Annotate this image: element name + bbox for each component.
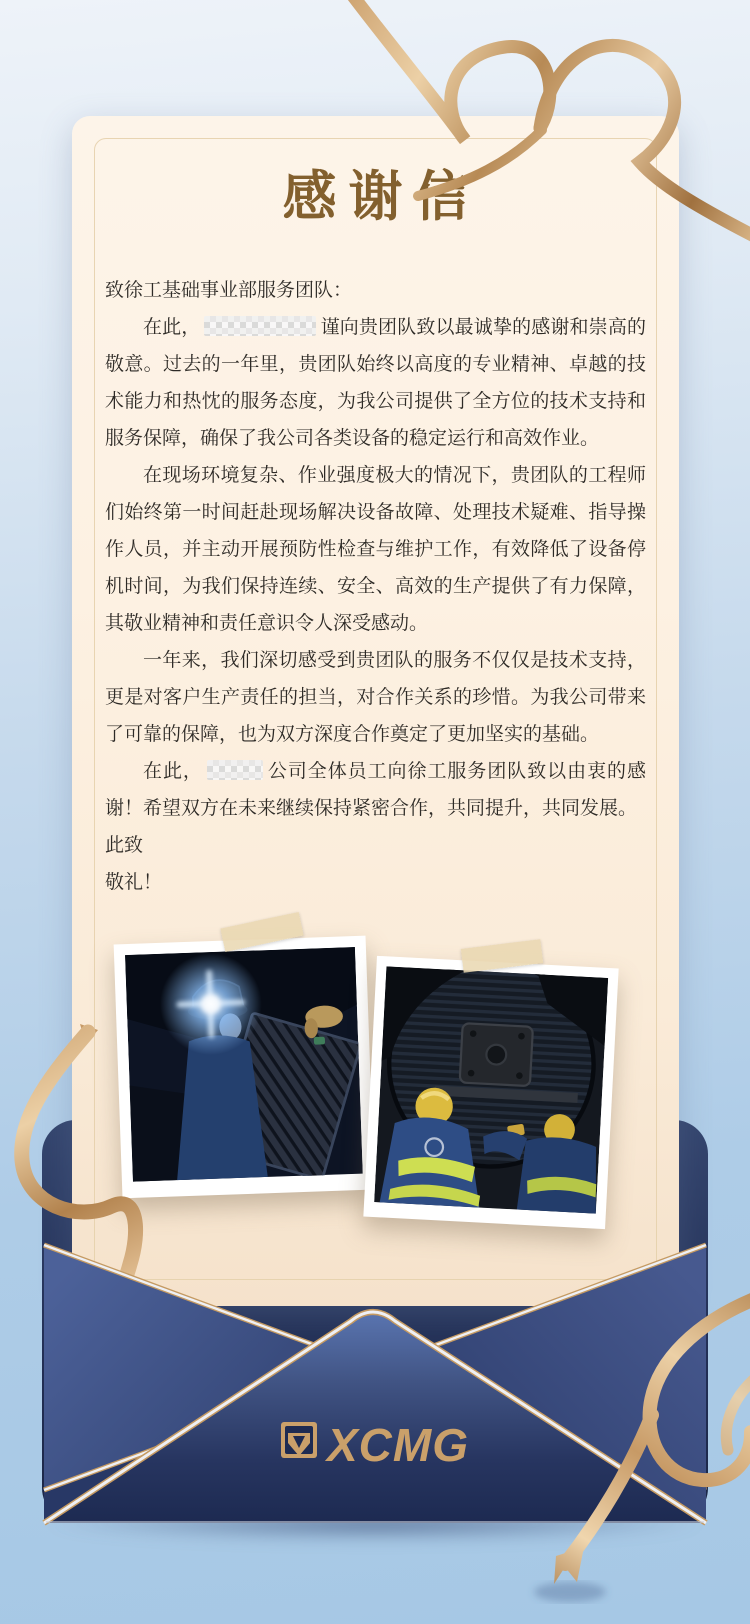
letter-paragraph-3: 一年来，我们深切感受到贵团队的服务不仅仅是技术支持，更是对客户生产责任的担当，对合作关系的珍惜。为我公司带来了可靠的保障，也为双方深度合作奠定了更加坚实的基础。: [105, 650, 646, 745]
ribbon-heart: [320, 0, 750, 250]
redacted-company-name: [207, 760, 263, 780]
letter-salutation: 致徐工基础事业部服务团队：: [105, 280, 353, 301]
letter-paragraph-4: [105, 753, 646, 827]
paragraph-text: 在此，: [143, 317, 201, 338]
closing-salute: 敬礼！: [105, 872, 163, 893]
xcmg-wordmark: XCMG: [327, 1419, 469, 1471]
letter-paragraph-2: 在现场环境复杂、作业强度极大的情况下，贵团队的工程师们始终第一时间赶赴现场解决设备故障、处理技术疑难、指导操作人员，并主动开展预防性检查与维护工作，有效降低了设备停机时间，为我们保持连续、安全、高效的生产提供了有力保障，其敬业精神和责任意识令人深受感动。: [105, 465, 646, 634]
ribbon-bottom-right: [470, 1260, 750, 1624]
redacted-company-name: [204, 316, 316, 336]
paragraph-text: 公司全体员工向徐工服务团队致以由衷的感谢！希望双方在未来继续保持紧密合作，共同提升，共同发展。: [105, 761, 646, 819]
letter-paragraph-1: [105, 309, 646, 457]
paragraph-text: 谨向贵团队致以最诚挚的感谢和崇高的敬意。过去的一年里，贵团队始终以高度的专业精神、卓越的技术能力和热忱的服务态度，为我公司提供了全方位的技术支持和服务保障，确保了我公司各类设备的稳定运行和高效作业。: [105, 317, 646, 449]
xcmg-logo-icon: [281, 1422, 317, 1458]
letter-body: [72, 272, 679, 901]
letter-title: 感谢信: [282, 167, 481, 227]
paragraph-text: 在此，: [143, 761, 203, 782]
closing-respectfully: 此致: [105, 835, 144, 856]
